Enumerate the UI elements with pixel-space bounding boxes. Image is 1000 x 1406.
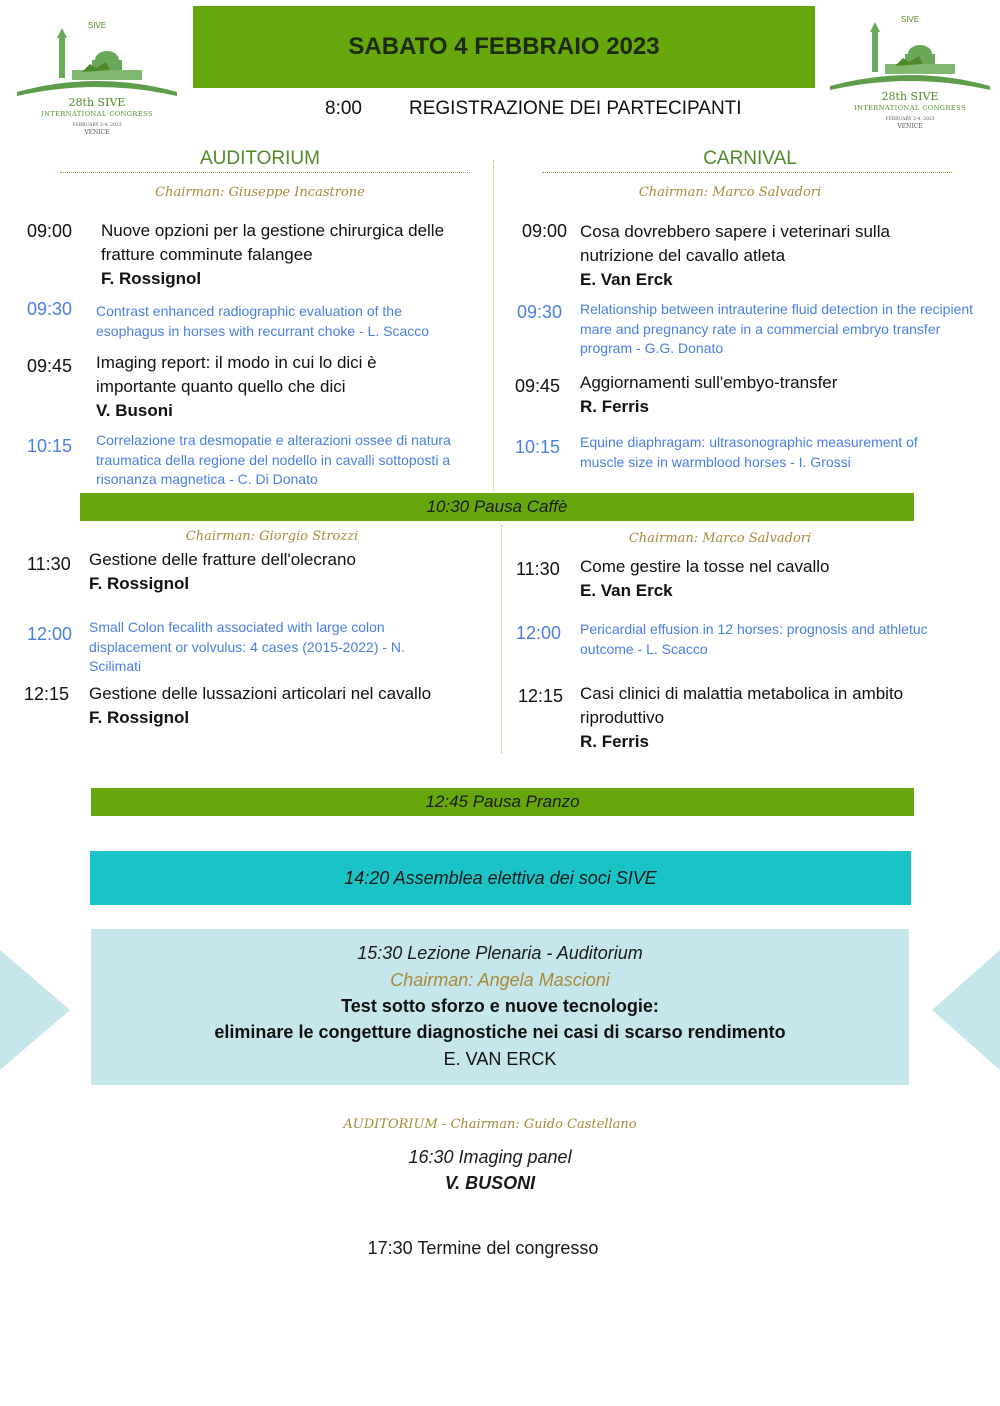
congress-logo-right <box>825 4 995 134</box>
time-label: 12:00 <box>27 624 73 644</box>
time-label: 09:30 <box>517 302 563 322</box>
assembly-label: 14:20 Assemblea elettiva dei soci SIVE <box>344 867 657 888</box>
talk-title: Pericardial effusion in 12 horses: prognosis and athletuc outcome - L. Scacco <box>580 621 928 657</box>
time-label: 09:30 <box>27 299 73 319</box>
column-divider-middle <box>501 525 502 753</box>
logo-line2-right: INTERNATIONAL CONGRESS <box>854 104 966 112</box>
imaging-panel-session: 16:30 Imaging panel <box>408 1147 572 1167</box>
plenary-title-line2: eliminare le congetture diagnostiche nei casi di scarso rendimento <box>214 1022 786 1042</box>
time-label: 11:30 <box>27 554 71 574</box>
talk-title: Cosa dovrebbero sapere i veterinari sulla nutrizione del cavallo atleta <box>580 222 890 265</box>
talk-speaker: F. Rossignol <box>101 269 202 288</box>
chairman-auditorium: Chairman: Giuseppe Incastrone <box>155 185 365 200</box>
time-label: 10:15 <box>515 437 561 457</box>
talk-title: Equine diaphragam: ultrasonographic measurement of muscle size in warmblood horses - I. Grossi <box>580 434 918 470</box>
talk-speaker: V. Busoni <box>96 401 173 420</box>
date-banner <box>193 6 815 88</box>
talk-speaker: E. Van Erck <box>580 581 673 600</box>
time-label: 10:15 <box>27 436 73 456</box>
talk-title: Come gestire la tosse nel cavallo <box>580 557 830 576</box>
assembly-banner <box>90 851 911 905</box>
talk-title: Imaging report: il modo in cui lo dici è importante quanto quello che dici <box>96 353 377 396</box>
time-label: 12:15 <box>518 686 564 706</box>
talk-title: Contrast enhanced radiographic evaluation of the esophagus in horses with recurrant choke - L. Scacco <box>96 303 430 339</box>
coffee-break-label: 10:30 Pausa Caffè <box>426 497 568 516</box>
talk-title: Correlazione tra desmopatie e alterazioni ossee di natura traumatica della regione del nodello in cavalli sottoposti a risonanza magnetica - C. Di Donato <box>96 432 451 487</box>
talk-speaker: R. Ferris <box>580 397 649 416</box>
logo-line4-right: VENICE <box>897 123 923 130</box>
talk-title: Gestione delle fratture dell'olecrano <box>89 550 356 569</box>
time-label: 09:00 <box>27 221 73 241</box>
column-divider-top <box>493 160 494 490</box>
talk-title: Nuove opzioni per la gestione chirurgica delle fratture comminute falangee <box>101 221 445 264</box>
time-label: 11:30 <box>516 559 560 579</box>
time-label: 12:00 <box>516 623 562 643</box>
logo-line2: INTERNATIONAL CONGRESS <box>41 110 153 118</box>
registration-time: 8:00 <box>325 98 362 119</box>
talk-title: Relationship between intrauterine fluid detection in the recipient mare and pregnancy rate in a commercial embryo transfer program - G.G. Donato <box>580 301 974 356</box>
right-triangle-decoration <box>932 950 1000 1070</box>
time-label: 09:45 <box>27 356 73 376</box>
logo-line3-right: FEBRUARY 2-4, 2023 <box>885 117 935 122</box>
talk-title: Gestione delle lussazioni articolari nel cavallo <box>89 684 432 703</box>
chairman-carnival-2: Chairman: Marco Salvadori <box>628 531 812 546</box>
chairman-carnival: Chairman: Marco Salvadori <box>638 185 822 200</box>
talk-title: Aggiornamenti sull'embyo-transfer <box>580 373 838 392</box>
talk-speaker: R. Ferris <box>580 732 649 751</box>
logo-line1: 28th SIVE <box>68 96 126 109</box>
logo-brand-right: SIVE <box>900 15 920 24</box>
logo-brand: SIVE <box>87 21 107 30</box>
logo-line4: VENICE <box>84 129 110 136</box>
plenary-title-line1: Test sotto sforzo e nuove tecnologie: <box>341 996 659 1016</box>
time-label: 12:15 <box>24 684 70 704</box>
imaging-panel-speaker: V. BUSONI <box>444 1173 536 1193</box>
room-auditorium: AUDITORIUM <box>200 148 320 169</box>
date-title: SABATO 4 FEBBRAIO 2023 <box>348 33 660 60</box>
room-divider-right <box>542 172 952 173</box>
plenary-speaker: E. VAN ERCK <box>443 1049 557 1069</box>
talk-speaker: F. Rossignol <box>89 574 190 593</box>
plenary-chairman: Chairman: Angela Mascioni <box>390 970 610 990</box>
talk-speaker: F. Rossignol <box>89 708 190 727</box>
afternoon-chairman: AUDITORIUM - Chairman: Guido Castellano <box>343 1117 637 1132</box>
lunch-break-banner <box>91 788 914 816</box>
chairman-auditorium-2: Chairman: Giorgio Strozzi <box>185 529 359 544</box>
room-carnival: CARNIVAL <box>703 148 797 169</box>
logo-line1-right: 28th SIVE <box>881 90 939 103</box>
logo-line3: FEBRUARY 2-4, 2023 <box>72 123 122 128</box>
time-label: 09:45 <box>515 376 561 396</box>
room-divider-left <box>60 172 470 173</box>
left-triangle-decoration <box>0 950 70 1070</box>
congress-end: 17:30 Termine del congresso <box>367 1238 599 1258</box>
registration-label: REGISTRAZIONE DEI PARTECIPANTI <box>409 98 742 119</box>
time-label: 09:00 <box>522 221 568 241</box>
lunch-break-label: 12:45 Pausa Pranzo <box>425 792 580 811</box>
plenary-heading: 15:30 Lezione Plenaria - Auditorium <box>357 943 643 963</box>
talk-title: Casi clinici di malattia metabolica in ambito riproduttivo <box>580 684 904 727</box>
talk-title: Small Colon fecalith associated with large colon displacement or volvulus: 4 cases (2015-2022) - N. Scilimati <box>89 619 405 674</box>
congress-logo-left <box>12 10 182 140</box>
talk-speaker: E. Van Erck <box>580 270 673 289</box>
plenary-box <box>91 929 909 1085</box>
coffee-break-banner <box>80 493 914 521</box>
